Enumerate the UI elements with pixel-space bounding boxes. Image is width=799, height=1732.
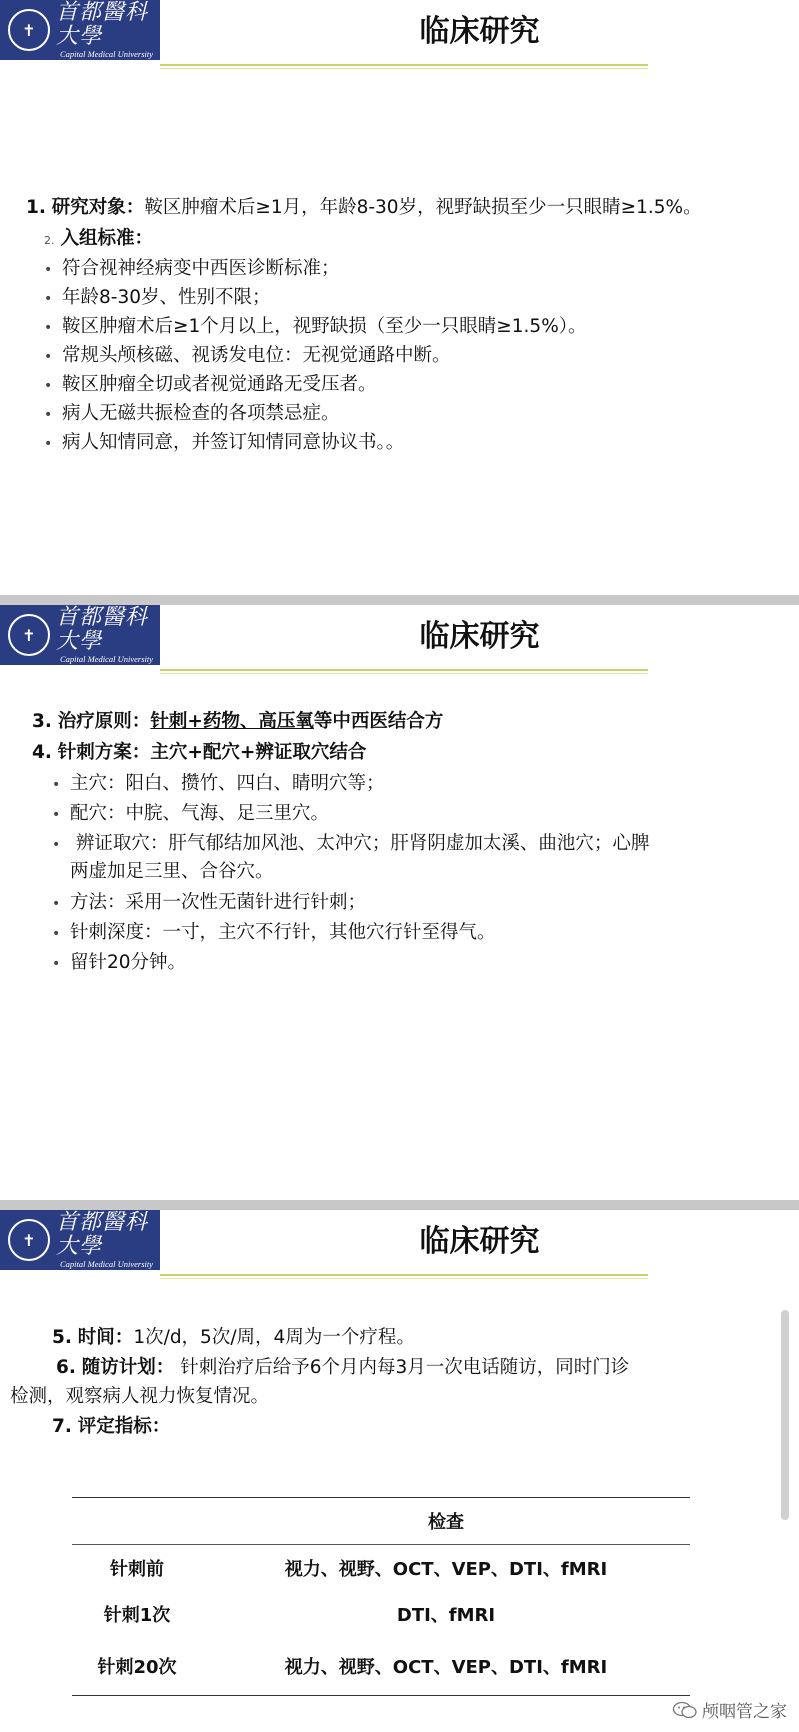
list-item-text: 留针20分钟。 — [70, 952, 187, 973]
bullet-icon: • — [44, 407, 53, 423]
item-number: 4. — [32, 742, 52, 763]
list-item — [44, 312, 587, 338]
list-item-text: 两虚加足三里、合谷穴。 — [70, 861, 274, 882]
evaluation-table — [72, 1497, 690, 1696]
table-header-empty — [72, 1498, 202, 1545]
bullet-icon: • — [44, 291, 53, 307]
item-text: 1次/d，5次/周，4周为一个疗程。 — [133, 1327, 415, 1348]
item-6 — [56, 1353, 629, 1379]
bullet-icon: • — [44, 378, 53, 394]
item-label: 评定指标： — [77, 1416, 171, 1437]
item-number: 1. — [26, 197, 46, 218]
list-item — [44, 341, 451, 367]
logo-chinese-name: 首都醫科大學 — [56, 1210, 149, 1260]
row-value: 视力、视野、OCT、VEP、DTI、fMRI — [284, 1559, 608, 1580]
item-number: 6. — [56, 1357, 76, 1378]
watermark-text: 颅咽管之家 — [702, 1702, 787, 1722]
item-5 — [52, 1323, 415, 1349]
bullet-icon: • — [44, 262, 53, 278]
list-item-text: 鞍区肿瘤术后≥1个月以上，视野缺损（至少一只眼睛≥1.5%）。 — [62, 316, 587, 337]
list-item-text: 针刺深度：一寸，主穴不行针，其他穴行针至得气。 — [70, 922, 496, 943]
list-item — [52, 829, 649, 855]
bullet-icon: • — [52, 807, 61, 823]
list-item — [44, 283, 271, 309]
bullet-icon: • — [44, 320, 53, 336]
list-item-text: 辨证取穴：肝气郁结加风池、太冲穴；肝肾阴虚加太溪、曲池穴；心脾 — [70, 833, 650, 854]
item-text: 检测，观察病人视力恢复情况。 — [10, 1386, 270, 1407]
item-text: 主穴+配穴+辨证取穴结合 — [150, 742, 367, 763]
university-seal-icon: ✝ — [8, 9, 50, 51]
item-number: 5. — [52, 1327, 72, 1348]
university-logo — [0, 1210, 160, 1270]
table-header-row — [72, 1498, 690, 1545]
list-item — [52, 769, 385, 795]
list-item — [44, 370, 377, 396]
bullet-icon: • — [52, 926, 61, 942]
item-label: 入组标准： — [60, 228, 154, 249]
item-number: 7. — [52, 1416, 72, 1437]
title-rule — [160, 1274, 648, 1276]
item-label: 治疗原则： — [57, 711, 151, 732]
bullet-icon: • — [52, 956, 61, 972]
logo-english-name: Capital Medical University — [60, 1258, 154, 1269]
item-text: 等中西医结合方 — [313, 711, 444, 732]
list-item — [52, 888, 366, 914]
list-item-text: 年龄8-30岁、性别不限； — [62, 287, 271, 308]
slide-title: 临床研究 — [419, 14, 540, 49]
table-row — [72, 1545, 690, 1592]
list-item-text: 常规头颅核磁、视诱发电位：无视觉通路中断。 — [62, 345, 451, 366]
bullet-icon: • — [52, 777, 61, 793]
item-number: 2. — [44, 234, 55, 247]
list-item-text: 病人无磁共振检查的各项禁忌症。 — [62, 403, 340, 424]
row-value: 视力、视野、OCT、VEP、DTI、fMRI — [284, 1657, 608, 1678]
item-7 — [52, 1412, 170, 1438]
list-item-text: 配穴：中脘、气海、足三里穴。 — [70, 803, 330, 824]
logo-english-name: Capital Medical University — [60, 48, 154, 59]
slide-title: 临床研究 — [419, 1224, 540, 1259]
item-label: 随访计划： — [81, 1357, 175, 1378]
table-row — [72, 1591, 690, 1637]
slide-3 — [0, 1210, 799, 1732]
bullet-icon: • — [44, 436, 53, 452]
title-rule-thin — [160, 1278, 648, 1279]
bullet-icon: • — [52, 837, 61, 853]
list-item-text: 病人知情同意，并签订知情同意协议书。。 — [62, 432, 405, 453]
item-underlined-text: 针刺+药物、高压氧 — [150, 711, 314, 732]
table-row — [72, 1637, 690, 1696]
list-item — [52, 918, 496, 944]
logo-chinese-name: 首都醫科大學 — [56, 605, 149, 655]
title-rule — [160, 669, 648, 671]
title-rule — [160, 64, 648, 66]
list-item-continuation — [70, 857, 274, 883]
list-item-text: 鞍区肿瘤全切或者视觉通路无受压者。 — [62, 374, 377, 395]
item-label: 时间： — [77, 1327, 134, 1348]
item-6-continuation — [10, 1382, 269, 1408]
watermark — [672, 1697, 787, 1722]
list-item — [44, 399, 340, 425]
item-2 — [44, 224, 153, 250]
item-4 — [32, 738, 366, 764]
university-logo — [0, 0, 160, 60]
university-seal-icon: ✝ — [8, 614, 50, 656]
title-rule-thin — [160, 68, 648, 69]
list-item-text: 方法：采用一次性无菌针进行针刺； — [70, 892, 367, 913]
list-item-text: 主穴：阳白、攒竹、四白、睛明穴等； — [70, 773, 385, 794]
logo-english-name: Capital Medical University — [60, 653, 154, 664]
scrollbar[interactable] — [781, 1310, 789, 1520]
row-value: DTI、fMRI — [396, 1605, 496, 1626]
item-text: 鞍区肿瘤术后≥1月，年龄8-30岁，视野缺损至少一只眼睛≥1.5%。 — [144, 197, 702, 218]
list-item — [44, 254, 340, 280]
item-1 — [26, 193, 702, 219]
slide-title: 临床研究 — [419, 619, 540, 654]
bullet-icon: • — [44, 349, 53, 365]
list-item — [44, 428, 404, 454]
slide-separator — [0, 1200, 799, 1210]
row-label: 针刺1次 — [103, 1605, 171, 1626]
bullet-icon: • — [52, 896, 61, 912]
item-number: 3. — [32, 711, 52, 732]
slide-separator — [0, 595, 799, 605]
university-logo — [0, 605, 160, 665]
university-seal-icon: ✝ — [8, 1219, 50, 1261]
list-item — [52, 948, 186, 974]
wechat-icon — [672, 1701, 698, 1719]
item-text: 针刺治疗后给予6个月内每3月一次电话随访，同时门诊 — [174, 1357, 630, 1378]
title-rule-thin — [160, 673, 648, 674]
logo-chinese-name: 首都醫科大學 — [56, 0, 149, 50]
row-label: 针刺20次 — [97, 1657, 177, 1678]
item-label: 研究对象： — [51, 197, 145, 218]
row-label: 针刺前 — [110, 1559, 164, 1580]
list-item-text: 符合视神经病变中西医诊断标准； — [62, 258, 340, 279]
slide-2 — [0, 605, 799, 1200]
table-header-cell: 检查 — [428, 1512, 464, 1533]
item-label: 针刺方案： — [57, 742, 151, 763]
slide-1 — [0, 0, 799, 595]
list-item — [52, 799, 329, 825]
item-3 — [32, 707, 443, 733]
